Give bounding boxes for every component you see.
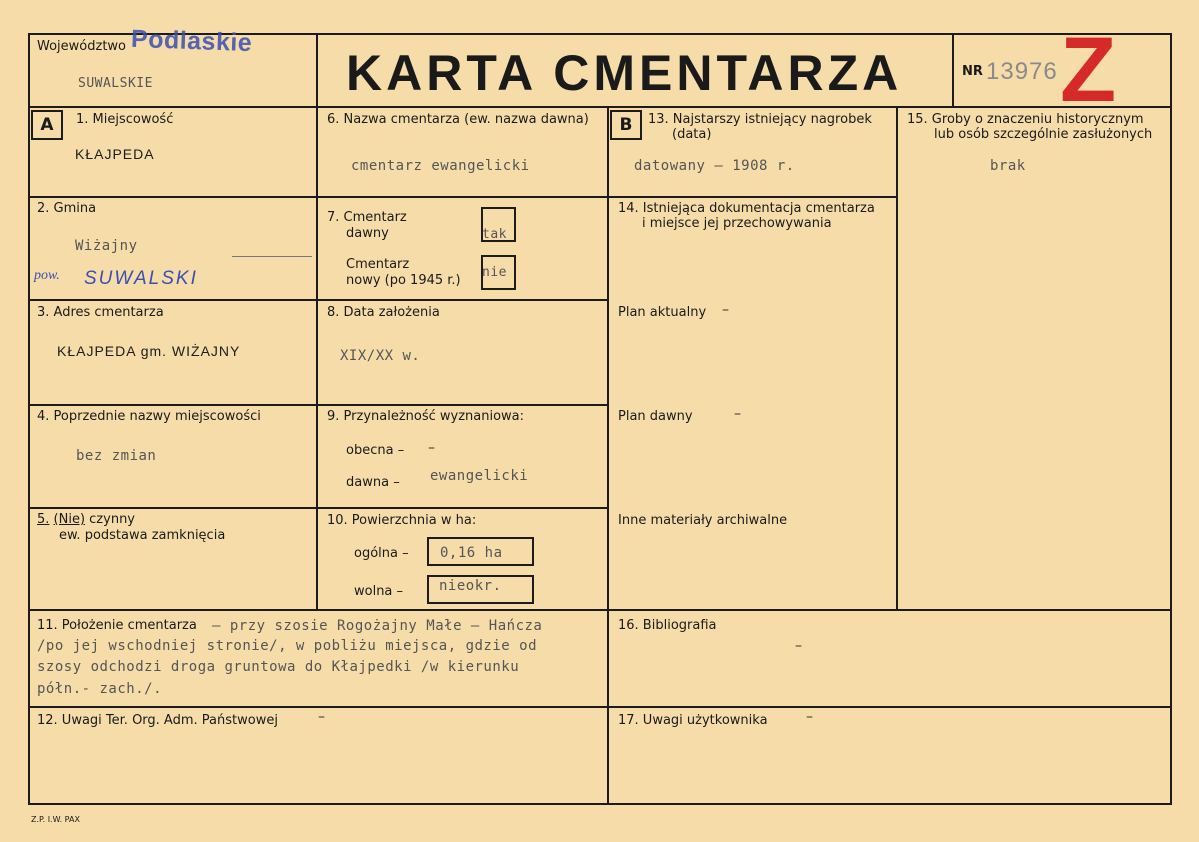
field-16-value: –	[795, 638, 802, 654]
field-7a-label-2: dawny	[346, 226, 389, 241]
field-11-line-4: półn.- zach./.	[37, 681, 163, 697]
col-divider-2	[607, 106, 609, 805]
field-13-value: datowany – 1908 r.	[634, 158, 795, 174]
field-9-label: 9. Przynależność wyznaniowa:	[327, 409, 525, 424]
field-3-value: KŁAJPEDA gm. WIŻAJNY	[57, 343, 241, 359]
field-11-line-3: szosy odchodzi droga gruntowa do Kłajpedki /w kierunku	[37, 659, 520, 675]
z-mark: Z	[1060, 19, 1117, 121]
field-5-rest: czynny	[85, 512, 135, 527]
field-7b-label-2: nowy (po 1945 r.)	[346, 273, 461, 288]
field-10-ogolna-value: 0,16 ha	[440, 545, 503, 561]
row-line	[316, 196, 609, 198]
row-line	[28, 507, 318, 509]
page-title: KARTA CMENTARZA	[346, 45, 903, 101]
field-17-value: –	[806, 709, 813, 725]
field-10-ogolna-label: ogólna –	[354, 546, 409, 561]
field-4-label: 4. Poprzednie nazwy miejscowości	[37, 409, 261, 424]
row-line	[28, 299, 318, 301]
field-9-dawna-label: dawna –	[346, 475, 400, 490]
printer-footer: Z.P. I.W. PAX	[31, 815, 80, 824]
voivodeship-label: Województwo	[37, 39, 127, 54]
section-b-label: B	[610, 110, 642, 140]
row-line	[28, 196, 318, 198]
field-1-value: KŁAJPEDA	[75, 146, 155, 162]
row-line	[28, 706, 1172, 708]
field-5-nie: (Nie)	[53, 512, 86, 527]
field-9-obecna-label: obecna –	[346, 443, 405, 458]
nr-label: NR	[962, 64, 983, 79]
field-13-label: 13. Najstarszy istniejący nagrobek	[648, 112, 872, 127]
field-9-dawna-value: ewangelicki	[430, 468, 529, 484]
frame-bottom	[28, 803, 1172, 805]
row-line	[316, 404, 609, 406]
row-line	[28, 404, 318, 406]
plan-aktualny-label: Plan aktualny	[618, 305, 707, 320]
section-a-label: A	[31, 110, 63, 140]
field-7b-value: nie	[482, 265, 507, 280]
field-6-label: 6. Nazwa cmentarza (ew. nazwa dawna)	[327, 112, 589, 127]
field-3-label: 3. Adres cmentarza	[37, 305, 164, 320]
field-14-label: 14. Istniejąca dokumentacja cmentarza	[618, 201, 875, 216]
field-8-value: XIX/XX w.	[340, 348, 421, 364]
field-7a-value: tak	[482, 227, 507, 242]
field-6-value: cmentarz ewangelicki	[351, 158, 530, 174]
plan-aktualny-value: –	[722, 302, 729, 318]
row-line	[607, 196, 898, 198]
field-15-value: brak	[990, 158, 1026, 174]
plan-dawny-value: –	[734, 406, 741, 422]
plan-dawny-label: Plan dawny	[618, 409, 693, 424]
row-line	[28, 609, 1172, 611]
nr-divider	[952, 33, 954, 108]
col-divider-3	[896, 106, 898, 611]
field-13-label-2: (data)	[672, 127, 712, 142]
field-15-label: 15. Groby o znaczeniu historycznym	[907, 112, 1144, 127]
row-line	[316, 299, 609, 301]
field-12-value: –	[318, 709, 325, 725]
pow-label: pow.	[34, 268, 60, 283]
field-11-line-1: – przy szosie Rogożajny Małe – Hańcza	[212, 618, 543, 634]
inne-materialy-label: Inne materiały archiwalne	[618, 513, 788, 528]
field-17-label: 17. Uwagi użytkownika	[618, 713, 768, 728]
header-divider	[28, 106, 1172, 108]
field-16-label: 16. Bibliografia	[618, 618, 717, 633]
field-12-label: 12. Uwagi Ter. Org. Adm. Państwowej	[37, 713, 278, 728]
gmina-underline	[232, 256, 312, 257]
frame-left	[28, 33, 30, 805]
col-divider-1	[316, 33, 318, 611]
field-2-value: Wiżajny	[75, 238, 138, 254]
field-2-label: 2. Gmina	[37, 201, 97, 216]
row-line	[316, 507, 609, 509]
field-11-line-2: /po jej wschodniej stronie/, w pobliżu miejsca, gdzie od	[37, 638, 538, 654]
field-7a-label: 7. Cmentarz	[327, 210, 407, 225]
field-4-value: bez zmian	[76, 448, 157, 464]
field-9-obecna-value: –	[428, 440, 435, 456]
field-8-label: 8. Data założenia	[327, 305, 440, 320]
field-10-wolna-value: nieokr.	[439, 578, 502, 594]
field-5-num: 5.	[37, 512, 50, 527]
field-15-label-2: lub osób szczególnie zasłużonych	[934, 127, 1153, 142]
field-7b-label: Cmentarz	[346, 257, 410, 272]
field-1-label: 1. Miejscowość	[76, 112, 174, 127]
voivodeship-typed: SUWALSKIE	[78, 76, 153, 91]
nr-value: 13976	[986, 58, 1058, 85]
frame-right	[1170, 33, 1172, 805]
field-5-label-2: ew. podstawa zamknięcia	[59, 528, 226, 543]
voivodeship-stamp: Podlaskie	[130, 24, 253, 58]
field-14-label-2: i miejsce jej przechowywania	[642, 216, 832, 231]
pow-value: SUWALSKI	[84, 268, 198, 289]
field-10-label: 10. Powierzchnia w ha:	[327, 513, 477, 528]
field-11-label: 11. Położenie cmentarza	[37, 618, 197, 633]
field-10-wolna-label: wolna –	[354, 584, 404, 599]
field-5-label	[37, 512, 135, 528]
